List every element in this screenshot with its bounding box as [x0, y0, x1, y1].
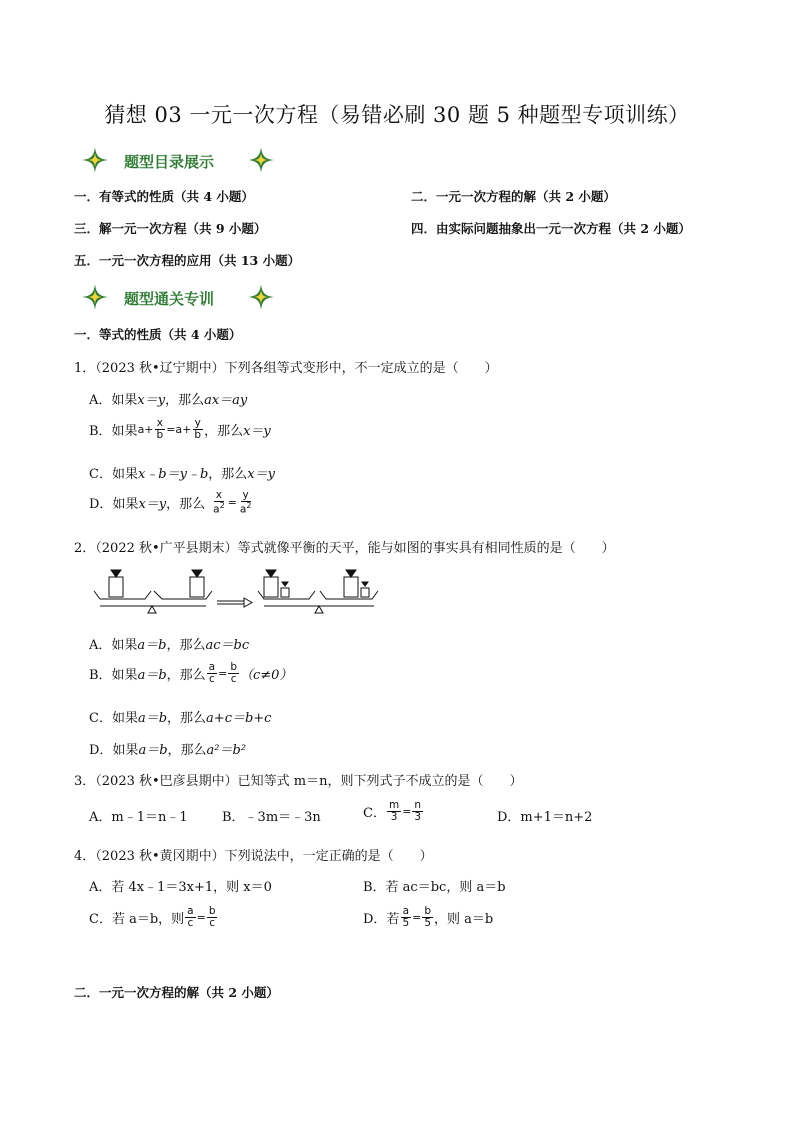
option-d[interactable]: D．若 $\frac{a}{5}$ = $\frac{b}{5}$ ，则 a＝b: [363, 905, 494, 930]
fraction: $\frac{b}{c}$: [208, 905, 216, 930]
fraction: $\frac{x}{a^2}$: [213, 489, 225, 516]
training-header: 题型通关专训: [124, 290, 215, 308]
option-b[interactable]: B．如果 a+ $\frac{x}{b}$ = a+ $\frac{y}{b}$ ，那么 x＝y: [89, 417, 271, 442]
fraction: $\frac{a}{5}$: [402, 905, 410, 930]
fraction: $\frac{x}{b}$: [156, 417, 164, 442]
fraction: $\frac{a}{c}$: [187, 905, 194, 930]
section-heading: 二．一元一次方程的解（共 2 小题）: [74, 985, 279, 1000]
fraction: $\frac{b}{c}$: [230, 661, 237, 686]
fraction: $\frac{a}{c}$: [208, 661, 216, 686]
question-stem: 3．（2023 秋•巴彦县期中）已知等式 m＝n，则下列式子不成立的是（ ）: [74, 774, 523, 789]
option-d[interactable]: D．如果 x＝y ，那么 $\frac{x}{a^2}$ = $\frac{y}{a^2}$: [89, 489, 252, 516]
option-d[interactable]: D．如果a＝b，那么a²＝b²: [89, 743, 247, 758]
toc-item[interactable]: 一．有等式的性质（共 4 小题）: [74, 189, 254, 204]
question-stem: 4．（2023 秋•黄冈期中）下列说法中，一定正确的是（ ）: [74, 849, 433, 864]
sparkle-icon: [82, 284, 108, 310]
option-c[interactable]: C．如果a＝b，那么a+c＝b+c: [89, 711, 272, 726]
option-b[interactable]: B．如果 a＝b ，那么 $\frac{a}{c}$ = $\frac{b}{c}$ （c≠0）: [89, 661, 293, 686]
option-a[interactable]: A．若 4x﹣1＝3x+1，则 x＝0: [89, 880, 272, 895]
option-a[interactable]: A．m﹣1＝n﹣1: [89, 810, 188, 825]
option-b[interactable]: B．﹣3m＝﹣3n: [222, 810, 321, 825]
option-c[interactable]: C． $\frac{m}{3}$ = $\frac{n}{3}$: [363, 799, 422, 824]
option-d[interactable]: D．m+1＝n+2: [497, 810, 593, 825]
sparkle-icon: [248, 147, 274, 173]
option-a[interactable]: A．如果x＝y，那么ax＝ay: [89, 393, 248, 408]
option-b[interactable]: B．若 ac＝bc，则 a＝b: [363, 880, 506, 895]
option-c[interactable]: C．如果x﹣b＝y﹣b，那么x＝y: [89, 467, 275, 482]
fraction: $\frac{m}{3}$: [388, 799, 400, 824]
fraction: $\frac{y}{b}$: [194, 417, 202, 442]
option-c[interactable]: C．若 a＝b，则 $\frac{a}{c}$ = $\frac{b}{c}$: [89, 905, 216, 930]
toc-item[interactable]: 二．一元一次方程的解（共 2 小题）: [411, 189, 616, 204]
sparkle-icon: [82, 147, 108, 173]
question-stem: 2．（2022 秋•广平县期末）等式就像平衡的天平，能与如图的事实具有相同性质的是（ ）: [74, 541, 615, 556]
section-heading: 一．等式的性质（共 4 小题）: [74, 327, 242, 342]
fraction: $\frac{y}{a^2}$: [239, 489, 252, 516]
sparkle-icon: [248, 284, 274, 310]
toc-item[interactable]: 五．一元一次方程的应用（共 13 小题）: [74, 253, 301, 268]
balance-scale-diagram: [92, 565, 392, 617]
option-a[interactable]: A．如果a＝b，那么ac＝bc: [89, 638, 250, 653]
question-stem: 1．（2023 秋•辽宁期中）下列各组等式变形中，不一定成立的是（ ）: [74, 361, 498, 376]
page-title: 猜想 03 一元一次方程（易错必刷 30 题 5 种题型专项训练）: [104, 103, 690, 127]
toc-item[interactable]: 三．解一元一次方程（共 9 小题）: [74, 221, 267, 236]
catalog-header: 题型目录展示: [124, 153, 215, 171]
toc-item[interactable]: 四．由实际问题抽象出一元一次方程（共 2 小题）: [411, 221, 691, 236]
fraction: $\frac{n}{3}$: [414, 799, 422, 824]
fraction: $\frac{b}{5}$: [424, 905, 432, 930]
